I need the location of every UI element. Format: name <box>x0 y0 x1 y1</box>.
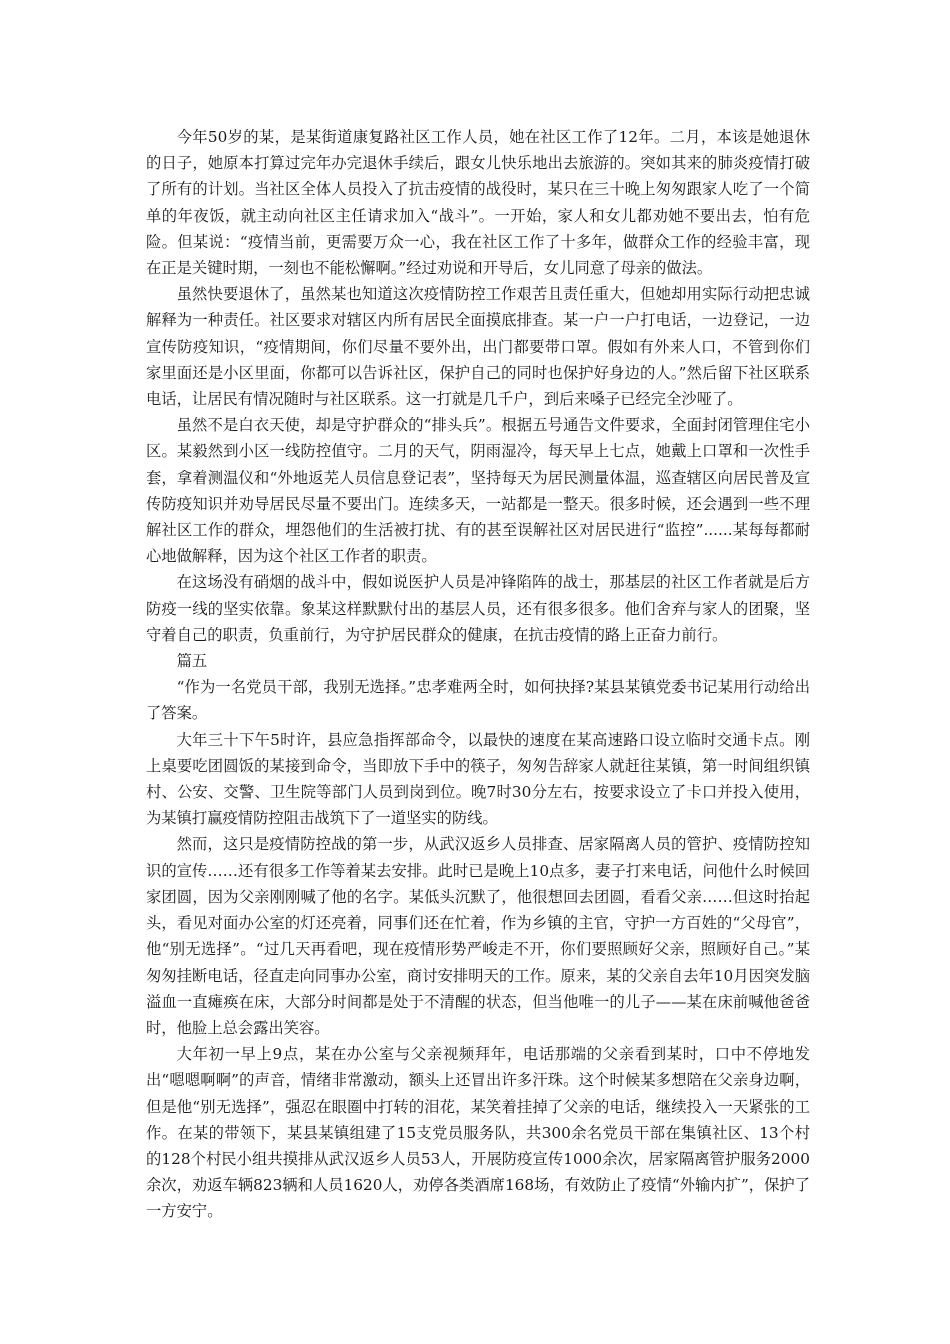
document-body <box>146 124 810 1225</box>
paragraph-2: 虽然快要退休了，虽然某也知道这次疫情防控工作艰苦且责任重大，但她却用实际行动把忠诚解释为一种责任。社区要求对辖区内所有居民全面摸底排查。某一户一户打电话，一边登记，一边宣传防疫知识，“疫情期间，你们尽量不要外出，出门都要带口罩。假如有外来人口，不管到你们家里面还是小区里面，你都可以告诉社区，保护自己的同时也保护好身边的人。”然后留下社区联系电话，让居民有情况随时与社区联系。这一打就是几千户，到后来嗓子已经完全沙哑了。 <box>146 285 810 409</box>
paragraph-3: 虽然不是白衣天使，却是守护群众的“排头兵”。根据五号通告文件要求，全面封闭管理住宅小区。某毅然到小区一线防控值守。二月的天气，阴雨湿冷，每天早上七点，她戴上口罩和一次性手套，拿着测温仪和“外地返芜人员信息登记表”，坚持每天为居民测量体温，巡查辖区向居民普及宣传防疫知识并劝导居民尽量不要出门。连续多天，一站都是一整天。很多时候，还会遇到一些不理解社区工作的群众，埋怨他们的生活被打扰、有的甚至误解社区对居民进行“监控”......某每每都耐心地做解释，因为这个社区工作者的职责。 <box>146 416 810 566</box>
paragraph-6: 大年三十下午5时许，县应急指挥部命令，以最快的速度在某高速路口设立临时交通卡点。刚上桌要吃团圆饭的某接到命令，当即放下手中的筷子，匆匆告辞家人就赶往某镇，第一时间组织镇村、公安、交警、卫生院等部门人员到岗到位。晚7时30分左右，按要求设立了卡口并投入使用，为某镇打赢疫情防控阻击战筑下了一道坚实的防线。 <box>146 730 810 828</box>
paragraph-4: 在这场没有硝烟的战斗中，假如说医护人员是冲锋陷阵的战士，那基层的社区工作者就是后方防疫一线的坚实依靠。象某这样默默付出的基层人员，还有很多很多。他们舍弃与家人的团聚，坚守着自己的职责，负重前行，为守护居民群众的健康，在抗击疫情的路上正奋力前行。 <box>146 573 810 644</box>
paragraph-7: 然而，这只是疫情防控战的第一步，从武汉返乡人员排查、居家隔离人员的管护、疫情防控知识的宣传……还有很多工作等着某去安排。此时已是晚上10点多，妻子打来电话，问他什么时候回家团圆，因为父亲刚刚喊了他的名字。某低头沉默了，他很想回去团圆，看看父亲……但这时抬起头，看见对面办公室的灯还亮着，同事们还在忙着，作为乡镇的主官，守护一方百姓的“父母官”，他“别无选择”。“过几天再看吧，现在疫情形势严峻走不开，你们要照顾好父亲，照顾好自己。”某匆匆挂断电话，径直走向同事办公室，商讨安排明天的工作。原来，某的父亲自去年10月因突发脑溢血一直瘫痪在床，大部分时间都是处于不清醒的状态，但当他唯一的儿子——某在床前喊他爸爸时，他脸上总会露出笑容。 <box>146 835 810 1037</box>
paragraph-1: 今年50岁的某，是某街道康复路社区工作人员，她在社区工作了12年。二月，本该是她退休的日子，她原本打算过完年办完退休手续后，跟女儿快乐地出去旅游的。突如其来的肺炎疫情打破了所有的计划。当社区全体人员投入了抗击疫情的战役时，某只在三十晚上匆匆跟家人吃了一个简单的年夜饭，就主动向社区主任请求加入“战斗”。一开始，家人和女儿都劝她不要出去，怕有危险。但某说：“疫情当前，更需要万众一心，我在社区工作了十多年，做群众工作的经验丰富，现在正是关键时期，一刻也不能松懈啊。”经过劝说和开导后，女儿同意了母亲的做法。 <box>146 128 810 278</box>
paragraph-8: 大年初一早上9点，某在办公室与父亲视频拜年，电话那端的父亲看到某时，口中不停地发出“嗯嗯啊啊”的声音，情绪非常激动，额头上还冒出许多汗珠。这个时候某多想陪在父亲身边啊，但是他“别无选择”，强忍在眼圈中打转的泪花，某笑着挂掉了父亲的电话，继续投入一天紧张的工作。在某的带领下，某县某镇组建了15支党员服务队，共300余名党员干部在集镇社区、13个村的128个村民小组共摸排从武汉返乡人员53人，开展防疫宣传1000余次，居家隔离管护服务2000余次，劝返车辆823辆和人员1620人，劝停各类酒席168场，有效防止了疫情“外输内扩”，保护了一方安宁。 <box>146 1045 810 1221</box>
paragraph-5: “作为一名党员干部，我别无选择。”忠孝难两全时，如何抉择?某县某镇党委书记某用行动给出了答案。 <box>146 678 810 723</box>
section-heading: 篇五 <box>176 652 208 671</box>
